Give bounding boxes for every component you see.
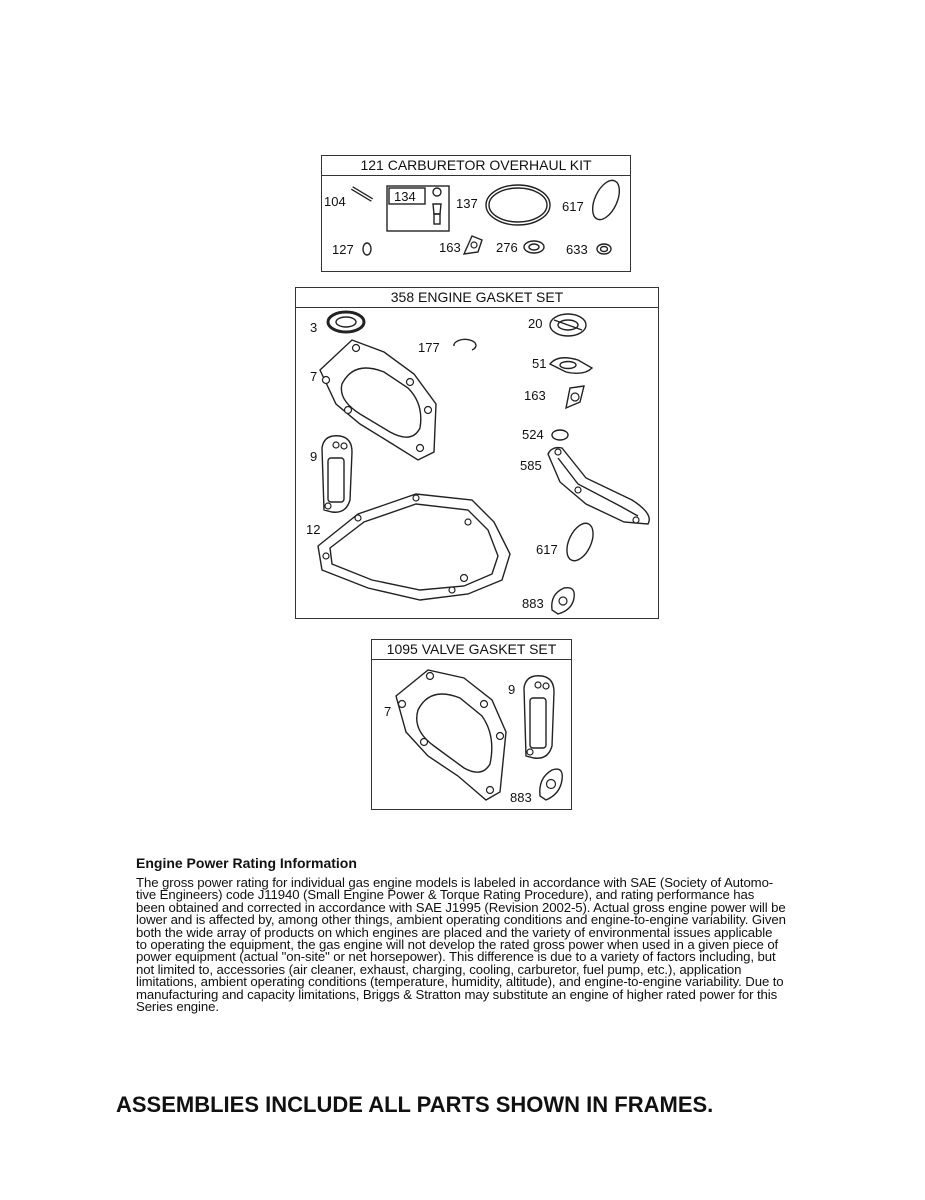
part-883-gasket [552, 588, 575, 614]
label-3: 3 [310, 320, 318, 335]
part-177-ring [454, 339, 476, 350]
engine-gasket-set-title: 358 ENGINE GASKET SET [296, 288, 658, 308]
part-585-gasket [548, 448, 649, 524]
carburetor-kit-diagram [322, 156, 630, 271]
label-163: 163 [524, 388, 546, 403]
label-127: 127 [332, 242, 354, 257]
label-51: 51 [532, 356, 547, 371]
part-3-oil-seal [328, 312, 364, 332]
assemblies-note: ASSEMBLIES INCLUDE ALL PARTS SHOWN IN FRAMES. [116, 1092, 714, 1117]
label-617: 617 [536, 542, 558, 557]
valve-gasket-set-title: 1095 VALVE GASKET SET [372, 640, 571, 660]
part-134-needle-seat-box [387, 186, 449, 231]
part-137-bowl-gasket [486, 185, 550, 225]
label-20: 20 [528, 316, 543, 331]
label-524: 524 [522, 427, 544, 442]
label-617: 617 [562, 199, 584, 214]
part-104-pin [352, 188, 372, 200]
label-585: 585 [520, 458, 542, 473]
valve-gasket-set-diagram [372, 640, 571, 809]
label-883: 883 [510, 790, 532, 805]
carburetor-kit-frame [321, 155, 631, 272]
valve-gasket-set-frame [371, 639, 572, 810]
part-883-gasket [540, 769, 563, 800]
part-7-head-gasket [396, 670, 506, 800]
label-7: 7 [310, 369, 318, 384]
label-883: 883 [522, 596, 544, 611]
part-633-washer [597, 244, 611, 254]
label-134: 134 [394, 189, 416, 204]
engine-gasket-set-frame [295, 287, 659, 619]
part-9-tappet-cover-gasket [524, 676, 554, 759]
part-276-seal [524, 241, 544, 253]
label-12: 12 [306, 522, 321, 537]
part-12-crankcase-gasket [318, 494, 510, 600]
label-276: 276 [496, 240, 518, 255]
part-617-o-ring [587, 176, 625, 223]
label-633: 633 [566, 242, 588, 257]
part-127-washer [363, 243, 371, 255]
label-163: 163 [439, 240, 461, 255]
label-7: 7 [384, 704, 392, 719]
power-rating-heading: Engine Power Rating Information [136, 855, 357, 871]
label-177: 177 [418, 340, 440, 355]
engine-gasket-set-diagram [296, 288, 658, 618]
part-51-gasket [550, 358, 592, 374]
carburetor-kit-title: 121 CARBURETOR OVERHAUL KIT [322, 156, 630, 176]
part-524-o-ring [552, 430, 568, 440]
power-rating-body: The gross power rating for individual gas engine models is labeled in accordance with SAE (Society of Automo-tive Engineers) code J11940 (Small Engine Power & Torque Rating Procedure), and rating performance has been obtained and corrected in accordance with SAE J1995 (Revision 2002-5). Actual gross engine power will be lower and is affected by, among other things, ambient operating conditions and engine-to-engine variability. Given both the wide array of products on which engines are placed and the variety of environmental issues applicable to operating the equipment, the gas engine will not develop the rated gross power when used in a given piece of power equipment (actual "on-site" or net horsepower). This difference is due to a variety of factors including, but not limited to, accessories (air cleaner, exhaust, charging, cooling, carburetor, fuel pump, etc.), application limitations, ambient operating conditions (temperature, humidity, altitude), and engine-to-engine variability. Due to manufacturing and capacity limitations, Briggs & Stratton may substitute an engine of higher rated power for this Series engine. [136, 875, 786, 1015]
label-9: 9 [310, 449, 318, 464]
label-104: 104 [324, 194, 346, 209]
part-20-seal [550, 314, 586, 336]
label-137: 137 [456, 196, 478, 211]
part-9-tappet-cover-gasket [322, 436, 352, 513]
part-617-o-ring [562, 519, 599, 565]
label-9: 9 [508, 682, 516, 697]
